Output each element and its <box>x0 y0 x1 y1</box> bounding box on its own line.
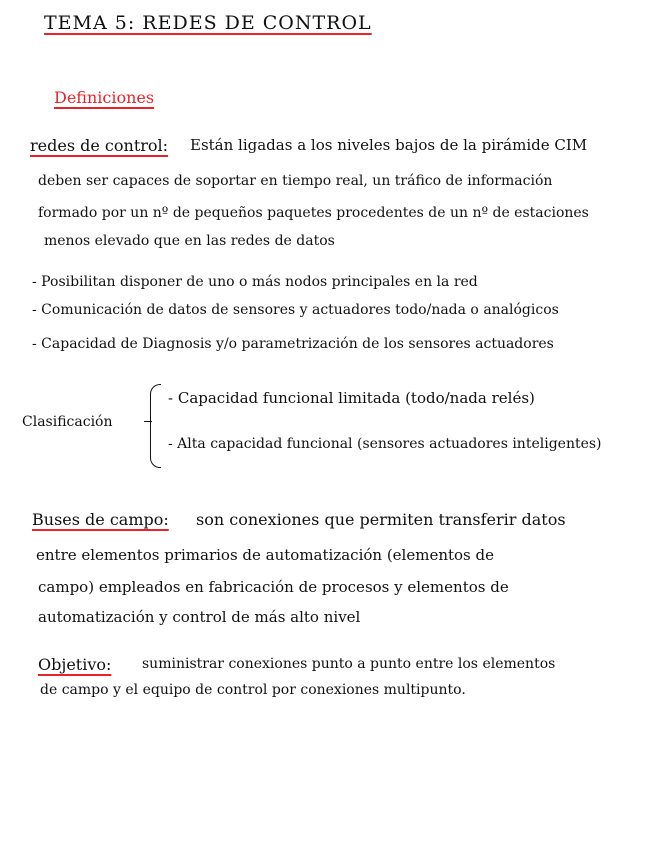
redes-line: Están ligadas a los niveles bajos de la pirámide CIM <box>190 136 588 154</box>
buses-line: entre elementos primarios de automatización (elementos de <box>36 546 494 564</box>
redes-line: menos elevado que en las redes de datos <box>44 233 335 249</box>
section-heading: Definiciones <box>54 88 155 107</box>
page-title: TEMA 5: REDES DE CONTROL <box>44 12 372 34</box>
feature-bullet: - Posibilitan disponer de uno o más nodos principales en la red <box>32 274 478 290</box>
classification-brace <box>150 384 161 468</box>
buses-line: automatización y control de más alto nivel <box>38 608 361 626</box>
redes-line: formado por un nº de pequeños paquetes procedentes de un nº de estaciones <box>38 205 589 221</box>
feature-bullet: - Capacidad de Diagnosis y/o parametrización de los sensores actuadores <box>32 336 554 352</box>
buses-line: son conexiones que permiten transferir datos <box>196 510 566 529</box>
clasificacion-label: Clasificación <box>22 414 113 430</box>
classification-brace-tip <box>144 421 152 422</box>
clasificacion-item: - Capacidad funcional limitada (todo/nada relés) <box>168 389 535 407</box>
feature-bullet: - Comunicación de datos de sensores y actuadores todo/nada o analógicos <box>32 302 559 318</box>
redes-line: deben ser capaces de soportar en tiempo real, un tráfico de información <box>38 173 553 189</box>
term-redes-de-control: redes de control: <box>30 136 169 155</box>
buses-line: campo) empleados en fabricación de procesos y elementos de <box>38 578 509 596</box>
term-buses-de-campo: Buses de campo: <box>32 510 169 529</box>
clasificacion-item: - Alta capacidad funcional (sensores actuadores inteligentes) <box>168 436 602 452</box>
term-objetivo: Objetivo: <box>38 655 112 674</box>
objetivo-line: de campo y el equipo de control por conexiones multipunto. <box>40 682 466 698</box>
objetivo-line: suministrar conexiones punto a punto entre los elementos <box>142 656 556 672</box>
